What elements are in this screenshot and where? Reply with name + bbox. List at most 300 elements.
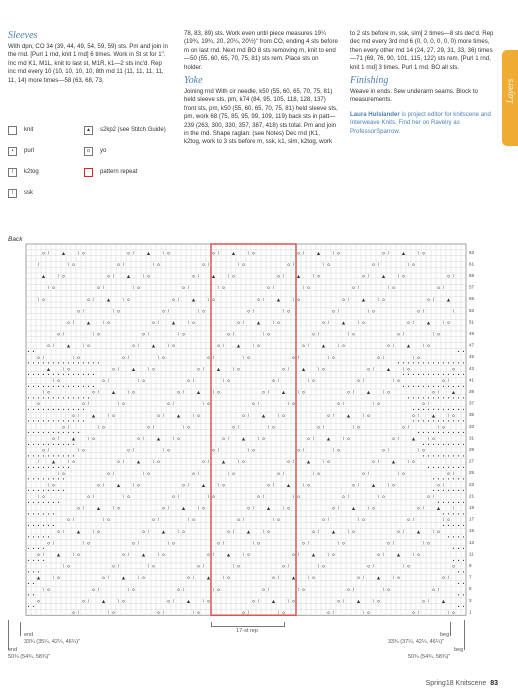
stitch-symbol: o (247, 505, 250, 511)
stitch-symbol: o (387, 389, 390, 395)
stitch-symbol: \ (432, 331, 435, 337)
stitch-symbol: \ (307, 575, 310, 581)
stitch-symbol: • (27, 418, 30, 424)
stitch-symbol: • (72, 407, 75, 412)
stitch-symbol: / (207, 459, 210, 465)
stitch-symbol: • (462, 372, 465, 378)
beg-line (450, 622, 451, 636)
stitch-symbol: ▲ (256, 320, 261, 325)
stitch-symbol: o (307, 482, 310, 488)
stitch-symbol: • (462, 407, 465, 412)
stitch-symbol: \ (272, 320, 275, 325)
row-number: 39 (469, 389, 475, 394)
stitch-symbol: \ (172, 436, 175, 441)
stitch-symbol: / (247, 610, 250, 615)
stitch-symbol: o (422, 250, 425, 256)
stitch-symbol: • (442, 383, 445, 389)
stitch-symbol: • (442, 453, 445, 459)
row-number: 21 (469, 493, 475, 499)
stitch-symbol: o (137, 436, 140, 441)
stitch-symbol: o (97, 285, 100, 291)
stitch-symbol: o (447, 517, 450, 523)
stitch-symbol: \ (447, 412, 450, 418)
stitch-symbol: / (67, 424, 70, 430)
stitch-symbol: ▲ (416, 528, 421, 534)
stitch-symbol: \ (122, 296, 125, 302)
stitch-symbol: o (232, 470, 235, 476)
stitch-symbol: \ (342, 436, 345, 441)
stitch-symbol: o (292, 598, 295, 604)
stitch-symbol: ▲ (216, 366, 221, 372)
stitch-symbol: • (412, 418, 415, 424)
stitch-symbol: • (27, 488, 30, 494)
stitch-symbol: / (272, 285, 275, 291)
stitch-symbol: • (57, 395, 60, 401)
stitch-symbol: / (352, 389, 355, 395)
stitch-symbol: • (42, 360, 45, 366)
stitch-symbol: ▲ (306, 459, 311, 465)
stitch-symbol: \ (332, 250, 335, 256)
stitch-symbol: o (282, 366, 285, 372)
stitch-symbol: • (42, 534, 45, 540)
finishing-column (350, 30, 496, 136)
stitch-symbol: • (437, 465, 440, 470)
stitch-symbol: o (107, 470, 110, 476)
stitch-symbol: / (377, 262, 380, 267)
stitch-symbol: • (42, 383, 45, 389)
stitch-symbol: • (37, 441, 40, 447)
stitch-symbol: o (232, 273, 235, 279)
stitch-symbol: / (432, 296, 435, 302)
stitch-symbol: • (447, 488, 450, 494)
stitch-symbol: • (432, 465, 435, 470)
stitch-symbol: • (442, 407, 445, 412)
stitch-symbol: • (87, 395, 90, 401)
stitch-symbol: • (452, 476, 455, 482)
stitch-symbol: • (42, 453, 45, 459)
stitch-symbol: ▲ (386, 366, 391, 372)
stitch-symbol: \ (177, 528, 180, 534)
stitch-symbol: • (62, 441, 65, 447)
stitch-symbol: / (232, 331, 235, 337)
stitch-symbol: o (187, 575, 190, 581)
stitch-symbol: o (407, 366, 410, 372)
stitch-symbol: • (42, 430, 45, 436)
stitch-symbol: \ (442, 320, 445, 325)
stitch-symbol: • (62, 430, 65, 436)
stitch-symbol: o (437, 285, 440, 291)
stitch-symbol: • (462, 395, 465, 401)
stitch-symbol: o (452, 412, 455, 418)
knit-symbol (8, 126, 17, 135)
stitch-symbol: • (452, 453, 455, 459)
stitch-symbol: • (67, 360, 70, 366)
row-number: 5 (469, 586, 472, 592)
stitch-symbol: • (447, 395, 450, 401)
stitch-symbol: • (57, 360, 60, 366)
stitch-symbol: o (127, 494, 130, 499)
stitch-symbol: \ (217, 285, 220, 291)
stitch-symbol: o (127, 250, 130, 256)
stitch-symbol: o (62, 273, 65, 279)
stitch-symbol: o (417, 354, 420, 360)
stitch-symbol: ▲ (396, 552, 401, 557)
stitch-symbol: \ (52, 378, 55, 383)
stitch-symbol: o (392, 436, 395, 441)
stitch-symbol: / (297, 552, 300, 557)
stitch-symbol: • (452, 441, 455, 447)
row-number: 19 (469, 505, 475, 510)
stitch-symbol: o (402, 273, 405, 279)
stitch-symbol: / (262, 296, 265, 302)
stitch-symbol: o (267, 331, 270, 337)
stitch-symbol: • (47, 499, 50, 505)
stitch-symbol: / (307, 540, 310, 546)
stitch-symbol: o (272, 424, 275, 430)
stitch-symbol: / (447, 378, 450, 383)
stitch-symbol: • (47, 430, 50, 436)
stitch-symbol: o (132, 389, 135, 395)
stitch-symbol: • (37, 476, 40, 482)
stitch-symbol: o (372, 262, 375, 267)
stitch-symbol: • (27, 430, 30, 436)
stitch-symbol: • (67, 453, 70, 459)
stitch-symbol: o (302, 343, 305, 349)
stitch-symbol: \ (217, 482, 220, 488)
stitch-symbol: • (27, 534, 30, 540)
stitch-symbol: o (337, 401, 340, 407)
stitch-symbol: o (342, 343, 345, 349)
stitch-symbol: • (27, 360, 30, 366)
stitch-symbol: / (117, 366, 120, 372)
stitch-symbol: o (47, 540, 50, 546)
stitch-symbol: \ (92, 331, 95, 337)
stitch-symbol: • (32, 465, 35, 470)
yoke-column (184, 30, 338, 147)
stitch-symbol: / (267, 586, 270, 592)
stitch-symbol: o (182, 331, 185, 337)
stitch-symbol: • (462, 476, 465, 482)
stitch-symbol: • (32, 557, 35, 563)
stitch-symbol: / (217, 250, 220, 256)
stitch-symbol: • (462, 569, 465, 575)
stitch-symbol: • (457, 372, 460, 378)
stitch-symbol: o (42, 447, 45, 453)
stitch-symbol: / (442, 482, 445, 488)
stitch-symbol: \ (152, 262, 155, 267)
stitch-symbol: • (52, 523, 55, 528)
stitch-symbol: o (52, 436, 55, 441)
stitch-symbol: • (77, 395, 80, 401)
stitch-symbol: / (277, 378, 280, 383)
stitch-symbol: o (212, 494, 215, 499)
stitch-symbol: o (292, 354, 295, 360)
stitch-symbol: \ (352, 424, 355, 430)
stitch-symbol: \ (212, 389, 215, 395)
stitch-symbol: \ (322, 459, 325, 465)
stitch-symbol: o (227, 331, 230, 337)
stitch-symbol: / (282, 470, 285, 476)
stitch-symbol: / (172, 401, 175, 407)
stitch-symbol: • (42, 372, 45, 378)
stitch-symbol: o (427, 296, 430, 302)
stitch-symbol: o (377, 354, 380, 360)
stitch-symbol: o (137, 285, 140, 291)
stitch-symbol: o (297, 296, 300, 302)
finishing-heading: Finishing (350, 75, 389, 87)
stitch-symbol: • (32, 349, 35, 354)
stitch-symbol: • (437, 476, 440, 482)
stitch-symbol: • (72, 441, 75, 447)
stitch-symbol: \ (52, 575, 55, 581)
stitch-symbol: o (362, 517, 365, 523)
stitch-symbol: o (217, 343, 220, 349)
stitch-symbol: ▲ (66, 343, 71, 349)
stitch-symbol: • (27, 383, 30, 389)
stitch-symbol: o (42, 296, 45, 302)
stitch-symbol: ▲ (326, 436, 331, 441)
stitch-symbol: • (457, 383, 460, 389)
stitch-symbol: \ (382, 389, 385, 395)
row-number: 31 (469, 435, 475, 441)
stitch-symbol: o (382, 296, 385, 302)
stitch-symbol: \ (117, 401, 120, 407)
stitch-symbol: • (37, 360, 40, 366)
stitch-symbol: • (67, 372, 70, 378)
stitch-symbol: ▲ (121, 575, 126, 581)
stitch-symbol: o (342, 296, 345, 302)
chart-key (8, 126, 178, 222)
stitch-symbol: • (32, 592, 35, 598)
stitch-symbol: \ (202, 598, 205, 604)
stitch-symbol: \ (147, 563, 150, 569)
stitch-symbol: / (42, 354, 45, 360)
stitch-symbol: • (92, 372, 95, 378)
stitch-symbol: • (77, 407, 80, 412)
stitch-symbol: \ (212, 586, 215, 592)
stitch-symbol: ▲ (56, 552, 61, 557)
stitch-symbol: / (197, 273, 200, 279)
stitch-symbol: o (122, 598, 125, 604)
stitch-symbol: o (232, 424, 235, 430)
stitch-symbol: • (37, 383, 40, 389)
back-chart (26, 244, 475, 620)
stitch-symbol: o (167, 250, 170, 256)
stitch-symbol: • (47, 511, 50, 517)
stitch-symbol: ▲ (176, 412, 181, 418)
stitch-symbol: / (312, 436, 315, 441)
stitch-symbol: • (432, 430, 435, 436)
stitch-symbol: ▲ (371, 482, 376, 488)
stitch-symbol: o (302, 586, 305, 592)
stitch-symbol: / (412, 517, 415, 523)
stitch-symbol: • (42, 407, 45, 412)
stitch-symbol: \ (42, 586, 45, 592)
stitch-symbol: / (227, 436, 230, 441)
stitch-symbol: • (457, 604, 460, 610)
stitch-symbol: o (377, 598, 380, 604)
stitch-symbol: • (407, 395, 410, 401)
stitch-symbol: \ (137, 575, 140, 581)
stitch-symbol: o (277, 470, 280, 476)
stitch-symbol: o (317, 424, 320, 430)
stitch-symbol: o (332, 552, 335, 557)
stitch-symbol: \ (402, 366, 405, 372)
stitch-symbol: o (382, 494, 385, 499)
stitch-symbol: ▲ (186, 598, 191, 604)
stitch-symbol: ▲ (406, 343, 411, 349)
stitch-symbol: • (82, 383, 85, 389)
stitch-symbol: / (372, 366, 375, 372)
stitch-symbol: • (32, 581, 35, 586)
stitch-symbol: / (317, 331, 320, 337)
stitch-symbol: ▲ (361, 296, 366, 302)
stitch-symbol: / (177, 494, 180, 499)
stitch-symbol: o (317, 470, 320, 476)
stitch-symbol: / (97, 389, 100, 395)
stitch-symbol: o (277, 517, 280, 523)
stitch-symbol: o (397, 528, 400, 534)
stitch-symbol: • (457, 430, 460, 436)
end-label-outer: end (8, 647, 18, 653)
stitch-symbol: o (177, 389, 180, 395)
stitch-symbol: o (202, 262, 205, 267)
stitch-symbol: / (72, 517, 75, 523)
stitch-symbol: • (462, 557, 465, 563)
stitch-symbol: / (202, 366, 205, 372)
stitch-symbol: • (77, 418, 80, 424)
stitch-symbol: o (342, 540, 345, 546)
stitch-symbol: \ (142, 273, 145, 279)
stitch-symbol: • (57, 499, 60, 505)
stitch-symbol: \ (362, 610, 365, 615)
stitch-symbol: / (322, 424, 325, 430)
stitch-symbol: o (197, 412, 200, 418)
stitch-symbol: • (447, 523, 450, 528)
stitch-symbol: • (447, 534, 450, 540)
end-line (20, 622, 21, 636)
stitch-symbol: • (57, 453, 60, 459)
stitch-symbol: \ (377, 494, 380, 499)
purl-symbol: • (8, 147, 17, 156)
stitch-symbol: \ (222, 378, 225, 383)
stitch-symbol: \ (417, 250, 420, 256)
stitch-symbol: o (407, 517, 410, 523)
stitch-symbol: • (42, 395, 45, 401)
stitch-symbol: / (107, 378, 110, 383)
stitch-symbol: • (32, 441, 35, 447)
stitch-symbol: • (72, 453, 75, 459)
stitch-symbol: o (107, 320, 110, 325)
stitch-symbol: o (312, 528, 315, 534)
row-number: 43 (469, 365, 475, 371)
stitch-symbol: o (192, 320, 195, 325)
stitch-symbol: o (182, 528, 185, 534)
stitch-symbol: / (37, 459, 40, 465)
stitch-symbol: o (182, 285, 185, 291)
stitch-symbol: o (257, 296, 260, 302)
stitch-symbol: / (147, 331, 150, 337)
stitch-symbol: o (322, 517, 325, 523)
row-number: 13 (469, 539, 475, 545)
stitch-symbol: • (432, 441, 435, 447)
stitch-symbol: ▲ (356, 598, 361, 604)
stitch-symbol: o (207, 401, 210, 407)
end-sizes-outer: 50¾ (54¾, 58¾)" (8, 654, 51, 660)
stitch-symbol: ▲ (351, 505, 356, 511)
stitch-symbol: • (432, 407, 435, 412)
stitch-symbol: • (437, 418, 440, 424)
stitch-symbol: • (47, 465, 50, 470)
stitch-symbol: • (452, 523, 455, 528)
stitch-symbol: • (42, 418, 45, 424)
stitch-symbol: o (177, 436, 180, 441)
stitch-symbol: o (337, 447, 340, 453)
stitch-symbol: / (212, 354, 215, 360)
stitch-symbol: • (462, 604, 465, 610)
stitch-symbol: ▲ (341, 320, 346, 325)
stitch-symbol: o (237, 366, 240, 372)
stitch-symbol: \ (307, 378, 310, 383)
stitch-symbol: \ (227, 273, 230, 279)
stitch-symbol: • (447, 360, 450, 366)
stitch-symbol: o (112, 563, 115, 569)
stitch-symbol: / (397, 436, 400, 441)
stitch-symbol: o (82, 250, 85, 256)
stitch-symbol: \ (327, 552, 330, 557)
stitch-symbol: / (437, 389, 440, 395)
section-tab (502, 50, 518, 146)
stitch-symbol: ▲ (446, 296, 451, 302)
k2tog-symbol: / (8, 168, 17, 177)
stitch-symbol: ▲ (46, 366, 51, 372)
ssk-symbol: \ (8, 189, 17, 198)
stitch-symbol: o (137, 482, 140, 488)
stitch-symbol: / (52, 343, 55, 349)
stitch-symbol: \ (407, 262, 410, 267)
stitch-symbol: \ (347, 331, 350, 337)
stitch-symbol: • (427, 383, 430, 389)
stitch-symbol: o (217, 586, 220, 592)
sleeves-text: With dpn, CO 34 (39, 44, 49, 54, 59, 59) sts. Pm and join in the rnd. [Purl 1 rnd, knit 1 rnd] 6 times. Work in St st for 1". Inc rnd K1, M1L, knit to last st, M1R, k1—2 sts inc'd. Rep inc rnd every 10 (10, 10, 10, 10, 8th rnd 11 (11, 11, 11, 11, 11, 14) more times—58 (63, 68, 73, (8, 43, 168, 84)
stitch-symbol: • (27, 557, 30, 563)
stitch-symbol: / (42, 552, 45, 557)
stitch-symbol: / (297, 354, 300, 360)
stitch-symbol: ▲ (161, 528, 166, 534)
stitch-symbol: ▲ (401, 250, 406, 256)
stitch-symbol: o (172, 296, 175, 302)
stitch-symbol: o (217, 389, 220, 395)
stitch-symbol: \ (122, 494, 125, 499)
stitch-symbol: \ (157, 552, 160, 557)
stitch-symbol: / (47, 250, 50, 256)
stitch-symbol: o (272, 575, 275, 581)
stitch-symbol: • (437, 488, 440, 494)
stitch-symbol: o (407, 563, 410, 569)
stitch-symbol: o (92, 389, 95, 395)
stitch-symbol: • (462, 465, 465, 470)
stitch-symbol: o (82, 401, 85, 407)
stitch-symbol: o (132, 540, 135, 546)
stitch-symbol: ▲ (201, 482, 206, 488)
row-number: 37 (469, 400, 475, 406)
stitch-symbol: / (102, 285, 105, 291)
stitch-symbol: o (147, 273, 150, 279)
yoke-text: Joining rnd With cir needle, k50 (55, 60, 65, 70, 75, 81) held sleeve sts, pm, k74 (84, 95, 105, 118, 128, 137) front sts, pm, k50 (55, 60, 65, 70, 75, 81) held sleeve sts, pm, work 68 (75, 85, 95, 99, 109, 119) back sts in patt—239 (263, 300, 330, 357, 387, 418) sts total. Pm and join in the rnd. Shape raglan: (see Notes) Dec rnd (K1, k2tog, work to 3 sts before m, ssk, k1, slm, k2tog, work (184, 88, 338, 146)
stitch-symbol: \ (57, 273, 60, 279)
stitch-symbol: • (62, 476, 65, 482)
stitch-symbol: • (47, 453, 50, 459)
